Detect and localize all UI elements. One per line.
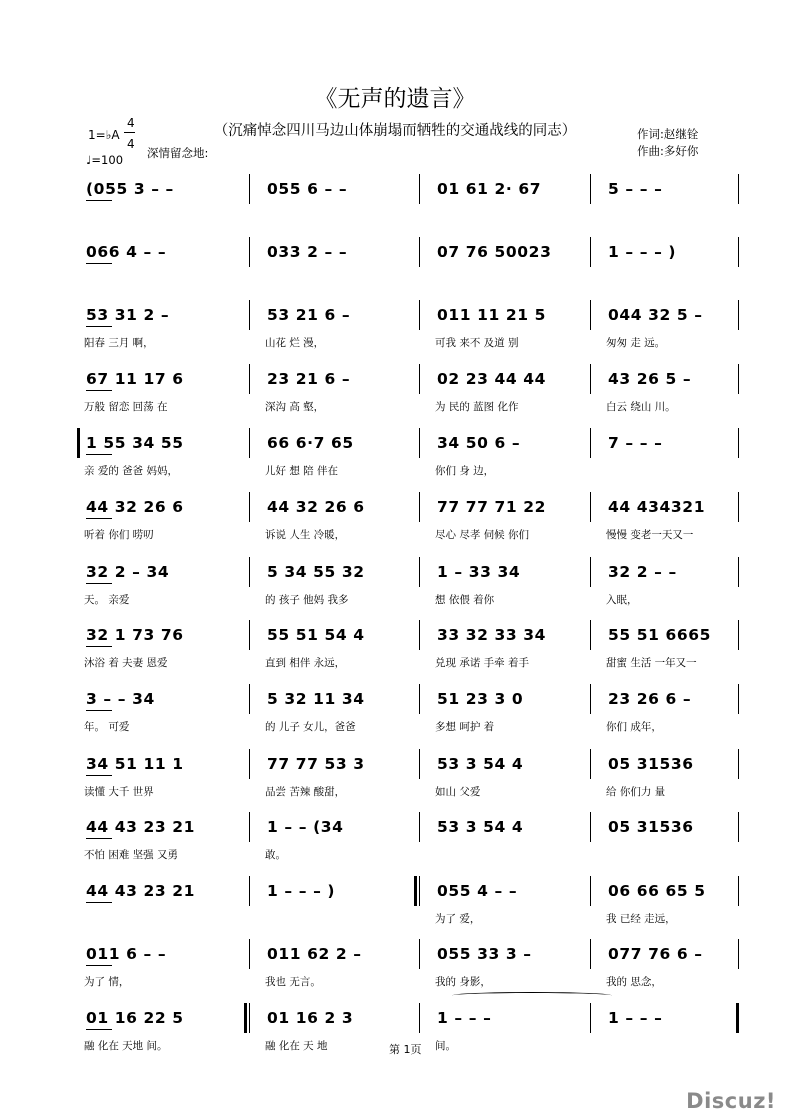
measure-notes: 34 50 6 – <box>437 434 521 452</box>
measure-notes: 033 2 – – <box>267 243 348 261</box>
measure-notes: 34 51 11 1 <box>86 755 184 773</box>
bar-line <box>738 364 739 394</box>
measure-notes: 53 3 54 4 <box>437 818 524 836</box>
bar-line <box>419 492 420 522</box>
bar-line <box>590 428 591 458</box>
bar-line <box>249 812 250 842</box>
beam-underline <box>86 390 112 391</box>
score-row <box>0 690 790 750</box>
beam-underline <box>86 965 112 966</box>
measure-lyric: 甜蜜 生活 一年又一 <box>606 657 697 669</box>
bar-line <box>419 876 420 906</box>
repeat-start-bar <box>77 428 80 458</box>
measure-notes: 7 – – – <box>608 434 663 452</box>
measure-notes: 67 11 17 6 <box>86 370 184 388</box>
score-row <box>0 370 790 430</box>
measure-notes: 53 31 2 – <box>86 306 170 324</box>
bar-line <box>590 364 591 394</box>
bar-line <box>419 237 420 267</box>
bar-line <box>419 1003 420 1033</box>
bar-line <box>738 876 739 906</box>
bar-line <box>590 1003 591 1033</box>
bar-line <box>590 557 591 587</box>
bar-line <box>419 557 420 587</box>
measure-notes: 07 76 50023 <box>437 243 552 261</box>
time-signature-bottom: 4 <box>127 137 135 151</box>
measure-notes: 55 51 6665 <box>608 626 712 644</box>
measure-notes: 1 – – (34 <box>267 818 344 836</box>
measure-notes: 43 26 5 – <box>608 370 692 388</box>
measure-notes: 011 6 – – <box>86 945 167 963</box>
beam-underline <box>86 775 112 776</box>
bar-line <box>249 876 250 906</box>
measure-lyric: 可我 来不 及道 别 <box>435 337 519 349</box>
bar-line <box>249 939 250 969</box>
measure-notes: 05 31536 <box>608 755 694 773</box>
repeat-end-bar <box>244 1003 247 1033</box>
measure-notes: 53 21 6 – <box>267 306 351 324</box>
page-number: 第 1页 <box>389 1043 422 1056</box>
beam-underline <box>86 902 112 903</box>
measure-lyric: 为 民的 蓝图 化作 <box>435 401 519 413</box>
bar-line <box>419 174 420 204</box>
bar-line <box>249 1003 250 1033</box>
measure-lyric: 儿好 想 陪 伴在 <box>265 465 339 477</box>
beam-underline <box>86 710 112 711</box>
bar-line <box>590 939 591 969</box>
bar-line <box>590 174 591 204</box>
measure-lyric: 的 儿子 女儿，爸爸 <box>265 721 356 733</box>
bar-line <box>590 620 591 650</box>
bar-line <box>419 812 420 842</box>
measure-lyric: 沐浴 着 夫妻 恩爱 <box>84 657 168 669</box>
score-row <box>0 180 790 240</box>
measure-lyric: 天。 亲爱 <box>84 594 130 606</box>
beam-underline <box>86 583 112 584</box>
bar-line <box>738 939 739 969</box>
measure-notes: 055 4 – – <box>437 882 518 900</box>
measure-notes: 66 6·7 65 <box>267 434 354 452</box>
measure-lyric: 白云 绕山 川。 <box>606 401 676 413</box>
score-row <box>0 306 790 366</box>
measure-notes: 01 16 2 3 <box>267 1009 354 1027</box>
measure-notes: (055 3 – – <box>86 180 174 198</box>
beam-underline <box>86 838 112 839</box>
score-row <box>0 1009 790 1069</box>
measure-lyric: 慢慢 变老一天又一 <box>606 529 694 541</box>
measure-notes: 77 77 71 22 <box>437 498 547 516</box>
bar-line <box>419 939 420 969</box>
measure-lyric: 为了 爱， <box>435 913 481 925</box>
bar-line <box>249 428 250 458</box>
bar-line <box>249 620 250 650</box>
repeat-start-bar <box>414 876 417 906</box>
song-subtitle: （沉痛悼念四川马边山体崩塌而牺牲的交通战线的同志） <box>213 123 577 139</box>
measure-notes: 77 77 53 3 <box>267 755 365 773</box>
measure-lyric: 阳春 三月 啊， <box>84 337 154 349</box>
time-signature-top: 4 <box>127 116 135 130</box>
measure-lyric: 匆匆 走 远。 <box>606 337 666 349</box>
measure-lyric: 融 化在 天地 间。 <box>84 1040 168 1052</box>
bar-line <box>590 876 591 906</box>
measure-notes: 02 23 44 44 <box>437 370 547 388</box>
measure-lyric: 读懂 大千 世界 <box>84 786 154 798</box>
composer-credit: 作曲:多好你 <box>637 144 699 158</box>
bar-line <box>419 620 420 650</box>
bar-line <box>249 237 250 267</box>
measure-notes: 06 66 65 5 <box>608 882 706 900</box>
bar-line <box>738 557 739 587</box>
measure-lyric: 年。 可爱 <box>84 721 130 733</box>
measure-notes: 1 55 34 55 <box>86 434 184 452</box>
bar-line <box>590 684 591 714</box>
measure-notes: 5 32 11 34 <box>267 690 365 708</box>
score-row <box>0 434 790 494</box>
measure-notes: 011 62 2 – <box>267 945 362 963</box>
measure-lyric: 不怕 困难 坚强 又勇 <box>84 849 179 861</box>
bar-line <box>738 749 739 779</box>
measure-notes: 055 6 – – <box>267 180 348 198</box>
bar-line <box>738 428 739 458</box>
score-row <box>0 755 790 815</box>
score-row <box>0 563 790 623</box>
beam-underline <box>86 1029 112 1030</box>
tie-slur <box>452 992 612 999</box>
measure-lyric: 敢。 <box>265 849 286 861</box>
measure-lyric: 亲 爱的 爸爸 妈妈， <box>84 465 179 477</box>
measure-notes: 44 43 23 21 <box>86 818 196 836</box>
measure-notes: 05 31536 <box>608 818 694 836</box>
score-row <box>0 818 790 878</box>
measure-lyric: 万般 留恋 回荡 在 <box>84 401 168 413</box>
beam-underline <box>86 263 112 264</box>
measure-notes: 01 61 2· 67 <box>437 180 542 198</box>
time-signature-line <box>124 132 135 133</box>
measure-notes: 5 34 55 32 <box>267 563 365 581</box>
measure-lyric: 直到 相伴 永远， <box>265 657 346 669</box>
key-signature: 1=♭A <box>88 128 120 142</box>
measure-notes: 44 32 26 6 <box>267 498 365 516</box>
measure-notes: 5 – – – <box>608 180 663 198</box>
score-row <box>0 498 790 558</box>
measure-lyric: 入眠， <box>606 594 638 606</box>
measure-notes: 1 – – – <box>608 1009 663 1027</box>
measure-lyric: 你们 成年， <box>606 721 662 733</box>
measure-notes: 23 26 6 – <box>608 690 692 708</box>
measure-lyric: 的 孩子 他妈 我多 <box>265 594 349 606</box>
measure-notes: 53 3 54 4 <box>437 755 524 773</box>
measure-lyric: 融 化在 天 地 <box>265 1040 328 1052</box>
bar-line <box>738 620 739 650</box>
measure-lyric: 如山 父爱 <box>435 786 481 798</box>
measure-notes: 055 33 3 – <box>437 945 532 963</box>
measure-lyric: 为了 情， <box>84 976 130 988</box>
measure-lyric: 深沟 高 壑， <box>265 401 325 413</box>
bar-line <box>738 812 739 842</box>
measure-lyric: 多想 呵护 着 <box>435 721 495 733</box>
beam-underline <box>86 200 112 201</box>
score-row <box>0 243 790 303</box>
measure-lyric: 我的 思念， <box>606 976 662 988</box>
expression-marking: 深情留念地: <box>147 146 209 160</box>
measure-lyric: 给 你们力 量 <box>606 786 666 798</box>
bar-line <box>590 749 591 779</box>
beam-underline <box>86 646 112 647</box>
measure-lyric: 山花 烂 漫， <box>265 337 325 349</box>
bar-line <box>590 812 591 842</box>
measure-lyric: 诉说 人生 冷暖， <box>265 529 346 541</box>
bar-line <box>419 364 420 394</box>
measure-lyric: 想 依偎 着你 <box>435 594 495 606</box>
measure-lyric: 尽心 尽孝 伺候 你们 <box>435 529 530 541</box>
bar-line <box>590 237 591 267</box>
beam-underline <box>86 454 112 455</box>
measure-notes: 33 32 33 34 <box>437 626 547 644</box>
measure-notes: 44 434321 <box>608 498 706 516</box>
bar-line <box>249 300 250 330</box>
measure-notes: 44 32 26 6 <box>86 498 184 516</box>
beam-underline <box>86 326 112 327</box>
measure-notes: 32 2 – – <box>608 563 677 581</box>
measure-notes: 1 – – – ) <box>608 243 677 261</box>
measure-lyric: 品尝 苦辣 酸甜， <box>265 786 346 798</box>
measure-notes: 1 – – – ) <box>267 882 336 900</box>
measure-notes: 3 – – 34 <box>86 690 155 708</box>
bar-line <box>738 237 739 267</box>
bar-line <box>249 557 250 587</box>
score-row <box>0 626 790 686</box>
beam-underline <box>86 518 112 519</box>
measure-notes: 01 16 22 5 <box>86 1009 184 1027</box>
score-row <box>0 945 790 1005</box>
measure-notes: 1 – – – <box>437 1009 492 1027</box>
measure-notes: 23 21 6 – <box>267 370 351 388</box>
measure-notes: 32 2 – 34 <box>86 563 170 581</box>
lyricist-credit: 作词:赵继铨 <box>637 127 699 141</box>
bar-line <box>738 684 739 714</box>
bar-line <box>590 492 591 522</box>
forum-watermark: Discuz! <box>686 1089 776 1113</box>
measure-notes: 011 11 21 5 <box>437 306 547 324</box>
measure-notes: 32 1 73 76 <box>86 626 184 644</box>
bar-line <box>249 749 250 779</box>
bar-line <box>249 364 250 394</box>
bar-line <box>590 300 591 330</box>
bar-line <box>419 428 420 458</box>
measure-notes: 51 23 3 0 <box>437 690 524 708</box>
bar-line <box>738 300 739 330</box>
score-row <box>0 882 790 942</box>
measure-notes: 066 4 – – <box>86 243 167 261</box>
measure-notes: 55 51 54 4 <box>267 626 365 644</box>
measure-notes: 1 – 33 34 <box>437 563 521 581</box>
bar-line <box>738 492 739 522</box>
measure-lyric: 我 已经 走远， <box>606 913 676 925</box>
measure-notes: 044 32 5 – <box>608 306 703 324</box>
measure-notes: 077 76 6 – <box>608 945 703 963</box>
measure-lyric: 我也 无言。 <box>265 976 321 988</box>
bar-line <box>419 684 420 714</box>
measure-lyric: 听着 你们 唠叨 <box>84 529 154 541</box>
bar-line <box>738 174 739 204</box>
bar-line <box>419 300 420 330</box>
measure-lyric: 兑现 承诺 手牵 着手 <box>435 657 530 669</box>
measure-lyric: 你们 身 边， <box>435 465 495 477</box>
tempo-marking: ♩=100 <box>86 153 124 167</box>
bar-line <box>419 749 420 779</box>
bar-line <box>249 174 250 204</box>
bar-line <box>249 684 250 714</box>
measure-lyric: 我的 身影， <box>435 976 491 988</box>
measure-lyric: 间。 <box>435 1040 456 1052</box>
final-bar <box>736 1003 739 1033</box>
measure-notes: 44 43 23 21 <box>86 882 196 900</box>
bar-line <box>249 492 250 522</box>
song-title: 《无声的遗言》 <box>314 86 476 112</box>
